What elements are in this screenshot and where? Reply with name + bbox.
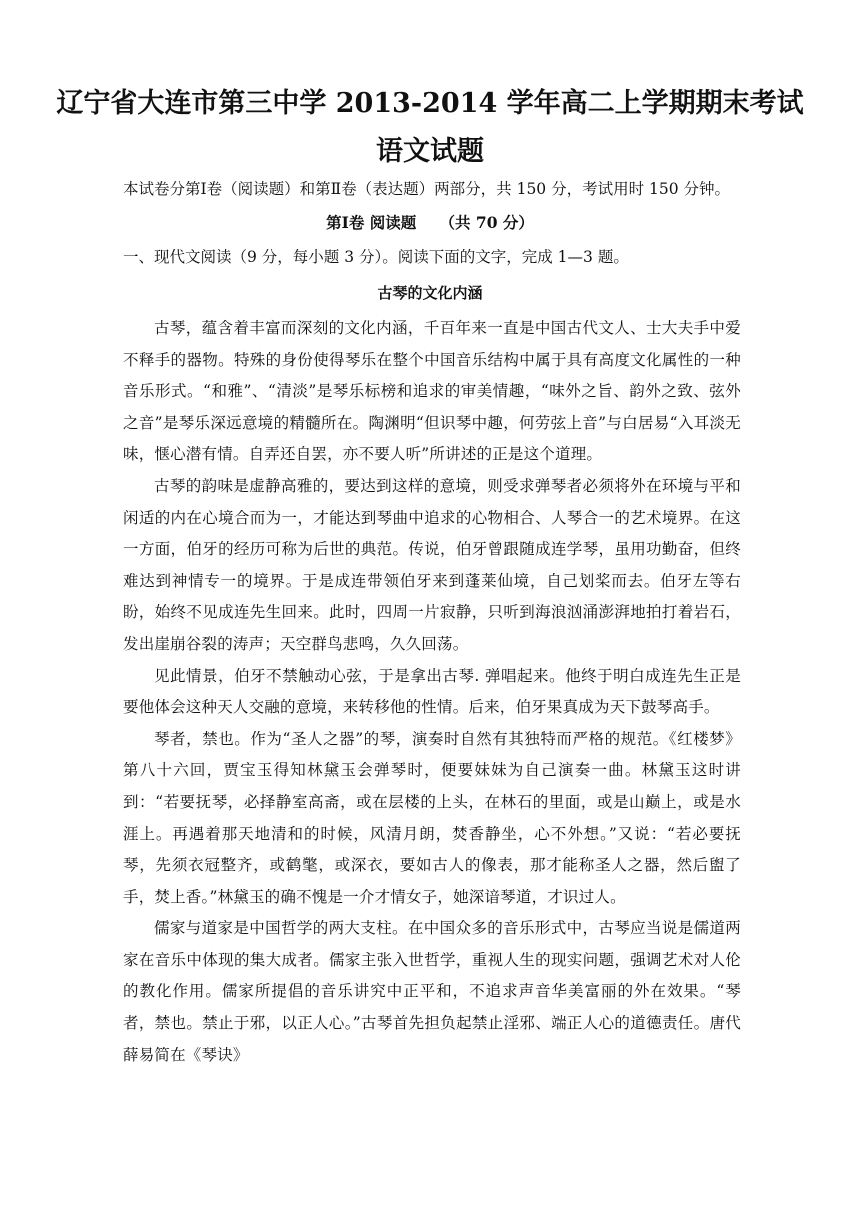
exam-title: 辽宁省大连市第三中学 2013-2014 学年高二上学期期末考试 [56,88,804,119]
article-body [123,313,741,1071]
article-paragraph: 琴者，禁也。作为“圣人之器”的琴，演奏时自然有其独特而严格的规范。《红楼梦》第八十六回，贾宝玉得知林黛玉会弹琴时，便要妹妹为自己演奏一曲。林黛玉这时讲到：“若要抚琴，必择静室高斋，或在层楼的上头，在林石的里面，或是山巅上，或是水涯上。再遇着那天地清和的时候，风清月朗，焚香静坐，心不外想。”又说：“若必要抚琴，先须衣冠整齐，或鹤氅，或深衣，要如古人的像表，那才能称圣人之器，然后盥了手，焚上香。”林黛玉的确不愧是一介才情女子，她深谙琴道，才识过人。 [123,729,741,906]
question-heading: 一、现代文阅读（9 分，每小题 3 分）。阅读下面的文字，完成 1—3 题。 [123,248,629,266]
article-paragraph: 见此情景，伯牙不禁触动心弦，于是拿出古琴. 弹唱起来。他终于明白成连先生正是要他体会这种天人交融的意境，来转移他的性情。后来，伯牙果真成为天下鼓琴高手。 [123,666,741,717]
section-heading: 第Ⅰ卷 阅读题 （共 70 分） [326,213,534,232]
article-title: 古琴的文化内涵 [377,284,483,302]
article-paragraph: 古琴的韵味是虚静高雅的，要达到这样的意境，则受求弹琴者必须将外在环境与平和闲适的内在心境合而为一，才能达到琴曲中追求的心物相合、人琴合一的艺术境界。在这一方面，伯牙的经历可称为后世的典范。传说，伯牙曾跟随成连学琴，虽用功勤奋，但终难达到神情专一的境界。于是成连带领伯牙来到蓬莱仙境，自己划桨而去。伯牙左等右盼，始终不见成连先生回来。此时，四周一片寂静，只听到海浪汹涌澎湃地拍打着岩石，发出崖崩谷裂的涛声；天空群鸟悲鸣，久久回荡。 [123,476,741,653]
exam-instructions: 本试卷分第Ⅰ卷（阅读题）和第Ⅱ卷（表达题）两部分，共 150 分，考试用时 150 分钟。 [123,180,731,198]
exam-subtitle: 语文试题 [376,136,484,167]
article-paragraph: 古琴，蕴含着丰富而深刻的文化内涵，千百年来一直是中国古代文人、士大夫手中爱不释手的器物。特殊的身份使得琴乐在整个中国音乐结构中属于具有高度文化属性的一种音乐形式。“和雅”、“清淡”是琴乐标榜和追求的审美情趣，“味外之旨、韵外之致、弦外之音”是琴乐深远意境的精髓所在。陶渊明“但识琴中趣，何劳弦上音”与白居易“入耳淡无味，惬心潜有情。自弄还自罢，亦不要人听”所讲述的正是这个道理。 [123,319,741,464]
article-paragraph: 儒家与道家是中国哲学的两大支柱。在中国众多的音乐形式中，古琴应当说是儒道两家在音乐中体现的集大成者。儒家主张入世哲学，重视人生的现实问题，强调艺术对人伦的教化作用。儒家所提倡的音乐讲究中正平和，不追求声音华美富丽的外在效果。“琴者，禁也。禁止于邪，以正人心。”古琴首先担负起禁止淫邪、端正人心的道德责任。唐代薛易简在《琴诀》 [123,919,741,1064]
